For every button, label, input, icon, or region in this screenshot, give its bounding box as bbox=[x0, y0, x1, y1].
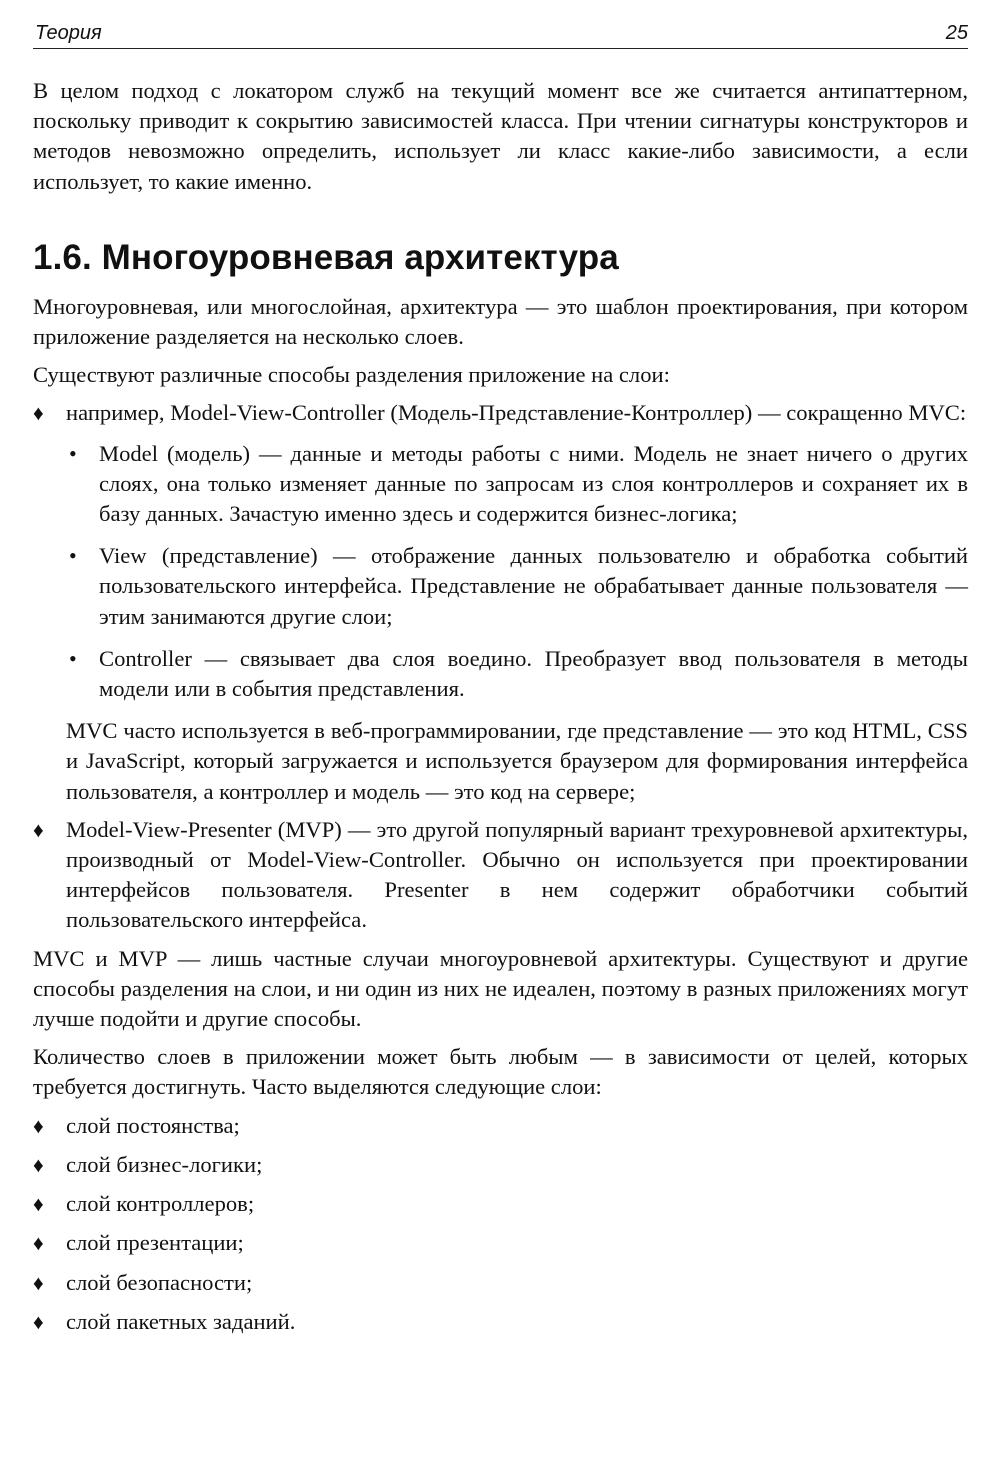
mvc-mvp-note-paragraph: MVC и MVP — лишь частные случаи многоуровневой архитектуры. Существуют и другие способы разделения на слои, и ни один из них не идеален, поэтому в разных приложениях могут лучше подойти и другие способы. bbox=[33, 945, 968, 1032]
diamond-bullet-icon: ♦ bbox=[33, 401, 44, 426]
layers-list bbox=[33, 1111, 968, 1337]
dot-bullet-icon: • bbox=[69, 440, 77, 466]
diamond-bullet-icon: ♦ bbox=[33, 1270, 44, 1295]
header-section-title: Теория bbox=[35, 22, 102, 44]
patterns-list bbox=[33, 398, 968, 935]
list-item-view bbox=[66, 541, 968, 632]
model-description: Model (модель) — данные и методы работы с ними. Модель не знает ничего о других слоях, она только изменяет данные по запросам из слоя контроллеров и сохраняет их в базу данных. Зачастую именно здесь и содержится бизнес-логика; bbox=[99, 440, 968, 527]
list-item-layer bbox=[33, 1307, 968, 1337]
diamond-bullet-icon: ♦ bbox=[33, 1192, 44, 1217]
diamond-bullet-icon: ♦ bbox=[33, 1231, 44, 1256]
page-number: 25 bbox=[945, 22, 968, 44]
list-item-layer bbox=[33, 1189, 968, 1219]
list-item-mvc bbox=[33, 398, 968, 806]
list-item-layer bbox=[33, 1268, 968, 1298]
list-item-controller bbox=[66, 644, 968, 704]
diamond-bullet-icon: ♦ bbox=[33, 1152, 44, 1177]
dot-bullet-icon: • bbox=[69, 543, 77, 569]
layer-label: слой контроллеров; bbox=[66, 1191, 255, 1217]
diamond-bullet-icon: ♦ bbox=[33, 1113, 44, 1138]
mvc-text: например, Model-View-Controller (Модель-Представление-Контроллер) — сокращенно MVC: bbox=[66, 400, 967, 426]
mvp-text: Model-View-Presenter (MVP) — это другой популярный вариант трехуровневой архитектуры, производный от Model-View-Controller. Обычно он используется при проектировании интерфейсов пользователя. Presenter в нем содержит обработчики событий пользовательского интерфейса. bbox=[66, 816, 968, 933]
layer-label: слой пакетных заданий. bbox=[66, 1308, 296, 1334]
list-item-mvp bbox=[33, 815, 968, 936]
list-item-layer bbox=[33, 1228, 968, 1258]
controller-description: Controller — связывает два слоя воедино. Преобразует ввод пользователя в методы модели или в события представления. bbox=[99, 645, 968, 702]
view-description: View (представление) — отображение данных пользователю и обработка событий пользовательского интерфейса. Представление не обрабатывает данные пользователя — этим занимаются другие слои; bbox=[99, 543, 968, 629]
page-body bbox=[33, 76, 968, 1346]
diamond-bullet-icon: ♦ bbox=[33, 817, 44, 842]
layers-intro-paragraph: Количество слоев в приложении может быть любым — в зависимости от целей, которых требуется достигнуть. Часто выделяются следующие слои: bbox=[33, 1044, 968, 1100]
dot-bullet-icon: • bbox=[69, 645, 77, 671]
layer-label: слой презентации; bbox=[66, 1230, 244, 1256]
list-item-layer bbox=[33, 1111, 968, 1141]
list-item-model bbox=[66, 439, 968, 530]
diamond-bullet-icon: ♦ bbox=[33, 1309, 44, 1334]
intro-paragraph: В целом подход с локатором служб на текущий момент все же считается антипаттерном, поскольку приводит к сокрытию зависимостей класса. При чтении сигнатуры конструкторов и методов невозможно определить, использует ли класс какие-либо зависимости, а если использует, то какие именно. bbox=[33, 78, 968, 194]
layer-label: слой бизнес-логики; bbox=[66, 1151, 263, 1177]
definition-paragraph: Многоуровневая, или многослойная, архитектура — это шаблон проектирования, при котором приложение разделяется на несколько слоев. bbox=[33, 293, 968, 350]
layer-label: слой безопасности; bbox=[66, 1269, 253, 1295]
section-heading: 1.6. Многоуровневая архитектура bbox=[33, 237, 619, 277]
layer-label: слой постоянства; bbox=[66, 1112, 240, 1138]
running-header bbox=[33, 22, 968, 49]
mvc-web-note: MVC часто используется в веб-программировании, где представление — это код HTML, CSS и JavaScript, который загружается и используется браузером для формирования интерфейса пользователя, а контроллер и модель — это код на сервере; bbox=[66, 718, 968, 804]
mvc-components-list bbox=[66, 439, 968, 705]
list-item-layer bbox=[33, 1150, 968, 1180]
ways-intro-paragraph: Существуют различные способы разделения приложение на слои: bbox=[33, 362, 670, 388]
